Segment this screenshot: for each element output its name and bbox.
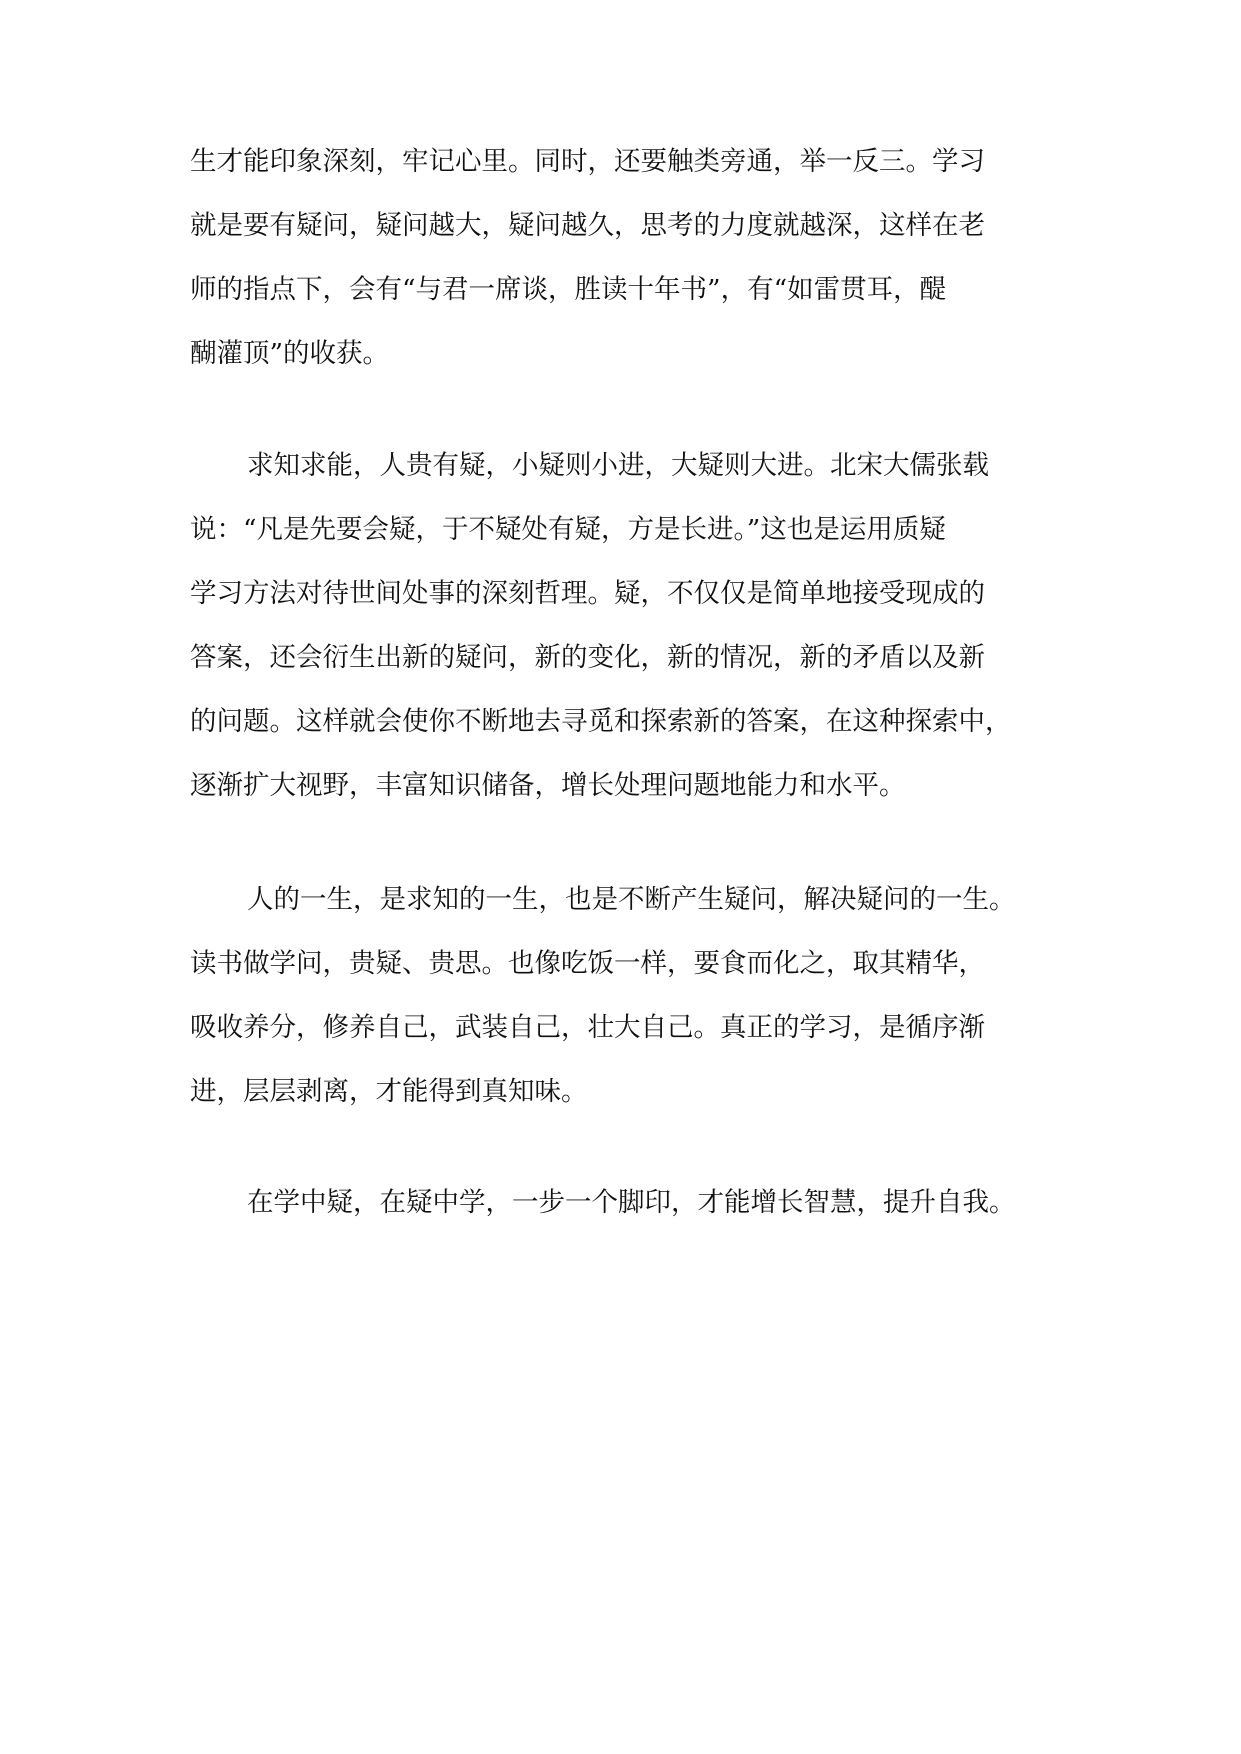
- paragraph-line: 答案，还会衍生出新的疑问，新的变化，新的情况，新的矛盾以及新: [190, 642, 985, 673]
- paragraph-line: 逐渐扩大视野，丰富知识储备，增长处理问题地能力和水平。: [190, 770, 906, 801]
- paragraph-line: 的问题。这样就会使你不断地去寻觅和探索新的答案，在这种探索中，: [190, 706, 1012, 737]
- paragraph-line: 醐灌顶”的收获。: [190, 338, 390, 369]
- paragraph-line: 就是要有疑问，疑问越大，疑问越久，思考的力度就越深，这样在老: [190, 210, 985, 241]
- paragraph-line: 师的指点下，会有“与君一席谈，胜读十年书”，有“如雷贯耳，醍: [190, 274, 947, 305]
- paragraph-line: 说：“凡是先要会疑，于不疑处有疑，方是长进。”这也是运用质疑: [190, 514, 946, 545]
- paragraph-line: 人的一生，是求知的一生，也是不断产生疑问，解决疑问的一生。: [247, 884, 1016, 915]
- paragraph-line: 求知求能，人贵有疑，小疑则小进，大疑则大进。北宋大儒张载: [247, 450, 989, 481]
- paragraph-line: 进，层层剥离，才能得到真知味。: [190, 1076, 588, 1107]
- paragraph-line: 学习方法对待世间处事的深刻哲理。疑，不仅仅是简单地接受现成的: [190, 578, 985, 609]
- paragraph-line: 读书做学问，贵疑、贵思。也像吃饭一样，要食而化之，取其精华，: [190, 948, 985, 979]
- paragraph-line: 生才能印象深刻，牢记心里。同时，还要触类旁通，举一反三。学习: [190, 146, 985, 177]
- paragraph-line: 吸收养分，修养自己，武装自己，壮大自己。真正的学习，是循序渐: [190, 1012, 985, 1043]
- paragraph-line: 在学中疑，在疑中学，一步一个脚印，才能增长智慧，提升自我。: [247, 1187, 1016, 1218]
